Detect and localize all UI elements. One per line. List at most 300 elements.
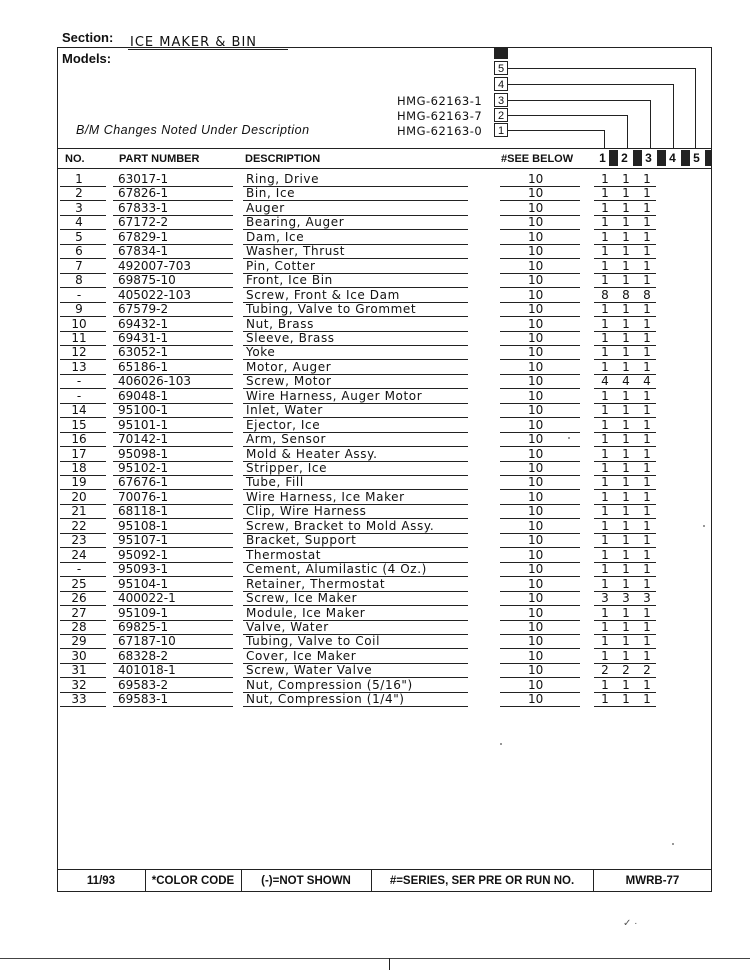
model-name-3: HMG-62163-0 [397, 124, 483, 138]
key-line-2 [508, 115, 627, 116]
part-number: 67187-10 [118, 634, 176, 649]
footer-color-code: *COLOR CODE [151, 875, 235, 887]
see-below: 10 [528, 403, 544, 418]
see-below: 10 [528, 359, 544, 374]
part-number: 95093-1 [118, 562, 169, 577]
row-no: - [76, 562, 82, 577]
description: Nut, Compression (5/16") [246, 677, 413, 692]
table-row [62, 432, 712, 446]
model-col-divider [633, 150, 642, 166]
table-row [62, 519, 712, 533]
qty-model-3: 1 [643, 547, 651, 562]
table-row [62, 678, 712, 692]
part-number: 95104-1 [118, 576, 169, 591]
row-no: 30 [71, 648, 87, 663]
qty-model-3: 1 [643, 605, 651, 620]
table-row [62, 230, 712, 244]
qty-model-1: 1 [601, 432, 609, 447]
row-no: 7 [75, 258, 83, 273]
footer-not-shown: (-)=NOT SHOWN [261, 875, 351, 887]
qty-model-3: 1 [643, 461, 651, 475]
scan-speck [500, 743, 502, 745]
part-number: 67834-1 [118, 244, 169, 259]
see-below: 10 [528, 374, 544, 389]
qty-model-1: 1 [601, 186, 609, 201]
see-below: 10 [528, 229, 544, 244]
row-no: - [76, 374, 82, 389]
model-col-4: 4 [669, 151, 676, 165]
description: Clip, Wire Harness [246, 504, 367, 519]
qty-model-3: 1 [643, 634, 651, 649]
row-no: 32 [71, 677, 87, 692]
qty-model-3: 8 [643, 287, 651, 302]
qty-model-1: 1 [601, 461, 609, 475]
table-row [62, 447, 712, 461]
row-no: 5 [75, 229, 83, 244]
qty-model-2: 1 [622, 648, 630, 663]
qty-model-1: 1 [601, 518, 609, 533]
qty-model-2: 1 [622, 504, 630, 519]
qty-model-1: 1 [601, 504, 609, 519]
qty-model-1: 4 [601, 374, 609, 389]
description: Bearing, Auger [246, 215, 345, 230]
qty-model-1: 1 [601, 692, 609, 707]
row-no: 22 [71, 518, 87, 533]
see-below: 10 [528, 244, 544, 259]
description: Screw, Bracket to Mold Assy. [246, 518, 435, 533]
see-below: 10 [528, 316, 544, 331]
row-no: 19 [71, 475, 87, 490]
table-row [62, 345, 712, 359]
description: Tubing, Valve to Coil [246, 634, 381, 649]
see-below: 10 [528, 591, 544, 606]
qty-model-2: 1 [622, 619, 630, 634]
see-below: 10 [528, 258, 544, 273]
row-no: 8 [75, 273, 83, 288]
see-below: 10 [528, 533, 544, 548]
table-row [62, 186, 712, 200]
description: Screw, Motor [246, 374, 332, 389]
row-no: 12 [71, 345, 87, 360]
row-no: 29 [71, 634, 87, 649]
key-line-4 [508, 84, 673, 85]
qty-model-2: 1 [622, 200, 630, 215]
qty-model-2: 1 [622, 518, 630, 533]
header-bottom-rule [57, 168, 712, 169]
part-number: 68118-1 [118, 504, 169, 519]
key-line-5 [508, 68, 695, 69]
table-row [62, 504, 712, 518]
model-col-3: 3 [645, 151, 652, 165]
table-row [62, 201, 712, 215]
footer-date: 11/93 [86, 875, 116, 887]
key-box-5: 5 [494, 61, 508, 75]
footer-doc-code: MWRB-77 [625, 875, 680, 887]
qty-model-1: 1 [601, 258, 609, 273]
qty-model-2: 1 [622, 605, 630, 620]
qty-model-1: 3 [601, 591, 609, 606]
see-below: 10 [528, 273, 544, 288]
description: Valve, Water [246, 619, 329, 634]
description: Cover, Ice Maker [246, 648, 357, 663]
row-no: 9 [75, 302, 83, 317]
header-top-rule [57, 148, 712, 149]
model-col-2: 2 [621, 151, 628, 165]
key-line-3 [508, 100, 650, 101]
see-below: 10 [528, 619, 544, 634]
row-no: 25 [71, 576, 87, 591]
see-below: 10 [528, 446, 544, 461]
part-number: 68328-2 [118, 648, 169, 663]
row-no: 28 [71, 619, 87, 634]
qty-model-3: 1 [643, 692, 651, 707]
part-number: 95108-1 [118, 518, 169, 533]
qty-model-2: 1 [622, 432, 630, 447]
qty-model-3: 1 [643, 172, 651, 186]
description: Wire Harness, Auger Motor [246, 388, 423, 403]
see-below: 10 [528, 330, 544, 345]
qty-model-1: 1 [601, 446, 609, 461]
qty-model-3: 1 [643, 417, 651, 432]
see-below: 10 [528, 677, 544, 692]
description: Cement, Alumilastic (4 Oz.) [246, 562, 427, 577]
table-row [62, 620, 712, 634]
qty-model-1: 1 [601, 215, 609, 230]
row-no: 15 [71, 417, 87, 432]
row-no: 20 [71, 489, 87, 504]
header-no: NO. [65, 153, 85, 165]
qty-model-3: 1 [643, 562, 651, 577]
see-below: 10 [528, 475, 544, 490]
model-col-divider [705, 150, 712, 166]
part-number: 67826-1 [118, 186, 169, 201]
qty-model-2: 1 [622, 417, 630, 432]
row-no: 21 [71, 504, 87, 519]
qty-model-1: 1 [601, 677, 609, 692]
qty-model-1: 1 [601, 605, 609, 620]
see-below: 10 [528, 388, 544, 403]
row-no: 23 [71, 533, 87, 548]
key-box-3: 3 [494, 93, 508, 107]
qty-model-2: 1 [622, 273, 630, 288]
row-no: 24 [71, 547, 87, 562]
part-number: 69432-1 [118, 316, 169, 331]
description: Retainer, Thermostat [246, 576, 386, 591]
row-no: 4 [75, 215, 83, 230]
row-no: 18 [71, 461, 87, 475]
part-number: 70142-1 [118, 432, 169, 447]
model-col-divider [657, 150, 666, 166]
see-below: 10 [528, 432, 544, 447]
table-row [62, 490, 712, 504]
key-box-1: 1 [494, 123, 508, 137]
table-row [62, 403, 712, 417]
qty-model-2: 1 [622, 489, 630, 504]
see-below: 10 [528, 186, 544, 201]
row-no: 13 [71, 359, 87, 374]
model-name-2: HMG-62163-7 [397, 109, 483, 123]
part-number: 95100-1 [118, 403, 169, 418]
qty-model-2: 1 [622, 446, 630, 461]
see-below: 10 [528, 215, 544, 230]
part-number: 401018-1 [118, 663, 176, 678]
description: Yoke [246, 345, 276, 360]
qty-model-1: 1 [601, 302, 609, 317]
see-below: 10 [528, 417, 544, 432]
part-number: 69875-10 [118, 273, 176, 288]
description: Tubing, Valve to Grommet [246, 302, 417, 317]
table-row [62, 548, 712, 562]
qty-model-1: 1 [601, 229, 609, 244]
qty-model-2: 2 [622, 663, 630, 678]
row-no: 26 [71, 591, 87, 606]
description: Screw, Ice Maker [246, 591, 358, 606]
part-number: 65186-1 [118, 359, 169, 374]
part-number: 405022-103 [118, 287, 192, 302]
row-underline [113, 706, 233, 707]
qty-model-3: 1 [643, 446, 651, 461]
qty-model-2: 1 [622, 461, 630, 475]
qty-model-1: 1 [601, 475, 609, 490]
qty-model-1: 1 [601, 330, 609, 345]
qty-model-2: 1 [622, 345, 630, 360]
model-col-1: 1 [599, 151, 606, 165]
qty-model-3: 1 [643, 345, 651, 360]
description: Tube, Fill [246, 475, 304, 490]
qty-model-1: 1 [601, 244, 609, 259]
see-below: 10 [528, 461, 544, 475]
part-number: 95102-1 [118, 461, 169, 475]
table-row [62, 331, 712, 345]
scan-speck [672, 843, 674, 845]
qty-model-1: 1 [601, 273, 609, 288]
model-col-5: 5 [693, 151, 700, 165]
qty-model-2: 1 [622, 692, 630, 707]
table-row [62, 374, 712, 388]
see-below: 10 [528, 302, 544, 317]
qty-model-3: 1 [643, 432, 651, 447]
qty-model-2: 1 [622, 475, 630, 490]
see-below: 10 [528, 345, 544, 360]
description: Motor, Auger [246, 359, 332, 374]
qty-model-1: 1 [601, 417, 609, 432]
key-drop-2 [627, 115, 628, 148]
header-part-number: PART NUMBER [119, 153, 200, 165]
qty-model-3: 1 [643, 330, 651, 345]
qty-model-1: 1 [601, 172, 609, 186]
see-below: 10 [528, 692, 544, 707]
table-row [62, 259, 712, 273]
part-number: 492007-703 [118, 258, 192, 273]
qty-model-1: 1 [601, 345, 609, 360]
part-number: 67829-1 [118, 229, 169, 244]
part-number: 95098-1 [118, 446, 169, 461]
key-line-1 [508, 130, 604, 131]
qty-model-3: 1 [643, 215, 651, 230]
row-underline [594, 706, 656, 707]
key-drop-1 [604, 130, 605, 148]
qty-model-3: 1 [643, 504, 651, 519]
models-label: Models: [62, 51, 112, 66]
qty-model-2: 1 [622, 677, 630, 692]
description: Auger [246, 200, 285, 215]
see-below: 10 [528, 200, 544, 215]
qty-model-1: 1 [601, 547, 609, 562]
qty-model-3: 1 [643, 619, 651, 634]
scan-speck [568, 437, 570, 439]
table-row [62, 577, 712, 591]
description: Screw, Water Valve [246, 663, 373, 678]
row-underline [500, 706, 580, 707]
table-row [62, 273, 712, 287]
description: Ring, Drive [246, 172, 320, 186]
description: Screw, Front & Ice Dam [246, 287, 400, 302]
qty-model-3: 1 [643, 475, 651, 490]
description: Bin, Ice [246, 186, 296, 201]
description: Front, Ice Bin [246, 273, 333, 288]
see-below: 10 [528, 489, 544, 504]
part-number: 69583-1 [118, 692, 169, 707]
qty-model-2: 8 [622, 287, 630, 302]
row-no: 27 [71, 605, 87, 620]
see-below: 10 [528, 648, 544, 663]
table-row [62, 317, 712, 331]
table-row [62, 244, 712, 258]
description: Module, Ice Maker [246, 605, 366, 620]
table-row [62, 475, 712, 489]
qty-model-2: 1 [622, 244, 630, 259]
qty-model-3: 1 [643, 489, 651, 504]
row-no: 17 [71, 446, 87, 461]
bm-changes-note: B/M Changes Noted Under Description [76, 123, 310, 137]
description: Wire Harness, Ice Maker [246, 489, 405, 504]
part-number: 95092-1 [118, 547, 169, 562]
part-number: 63052-1 [118, 345, 169, 360]
qty-model-3: 1 [643, 273, 651, 288]
part-number: 95101-1 [118, 417, 169, 432]
qty-model-1: 1 [601, 533, 609, 548]
part-number: 406026-103 [118, 374, 192, 389]
description: Nut, Compression (1/4") [246, 692, 405, 707]
part-number: 69048-1 [118, 388, 169, 403]
part-number: 69431-1 [118, 330, 169, 345]
description: Washer, Thrust [246, 244, 346, 259]
table-row [62, 302, 712, 316]
description: Mold & Heater Assy. [246, 446, 378, 461]
table-row [62, 692, 712, 706]
description: Pin, Cotter [246, 258, 316, 273]
description: Inlet, Water [246, 403, 323, 418]
part-number: 67172-2 [118, 215, 169, 230]
row-underline [60, 706, 106, 707]
qty-model-2: 1 [622, 547, 630, 562]
see-below: 10 [528, 576, 544, 591]
table-row [62, 360, 712, 374]
part-number: 95107-1 [118, 533, 169, 548]
qty-model-3: 1 [643, 316, 651, 331]
model-col-divider [681, 150, 690, 166]
qty-model-3: 1 [643, 518, 651, 533]
qty-model-2: 1 [622, 359, 630, 374]
qty-model-3: 1 [643, 244, 651, 259]
section-label: Section: [62, 30, 114, 45]
qty-model-2: 1 [622, 215, 630, 230]
description: Arm, Sensor [246, 432, 326, 447]
qty-model-1: 1 [601, 634, 609, 649]
see-below: 10 [528, 547, 544, 562]
qty-model-1: 1 [601, 576, 609, 591]
see-below: 10 [528, 663, 544, 678]
qty-model-2: 1 [622, 302, 630, 317]
row-no: 11 [71, 330, 87, 345]
qty-model-2: 1 [622, 229, 630, 244]
qty-model-3: 1 [643, 200, 651, 215]
table-row [62, 606, 712, 620]
qty-model-3: 1 [643, 302, 651, 317]
row-no: 33 [71, 692, 87, 707]
row-no: 14 [71, 403, 87, 418]
qty-model-3: 3 [643, 591, 651, 606]
qty-model-3: 1 [643, 533, 651, 548]
row-no: 10 [71, 316, 87, 331]
table-row [62, 634, 712, 648]
qty-model-2: 1 [622, 533, 630, 548]
row-no: 6 [75, 244, 83, 259]
part-number: 63017-1 [118, 172, 169, 186]
description: Dam, Ice [246, 229, 305, 244]
qty-model-3: 1 [643, 359, 651, 374]
row-no: 31 [71, 663, 87, 678]
row-no: - [76, 287, 82, 302]
qty-model-3: 2 [643, 663, 651, 678]
qty-model-2: 4 [622, 374, 630, 389]
table-row [62, 389, 712, 403]
qty-model-3: 1 [643, 576, 651, 591]
part-number: 95109-1 [118, 605, 169, 620]
page-bottom-rule [0, 958, 750, 959]
qty-model-1: 1 [601, 403, 609, 418]
table-row [62, 533, 712, 547]
table-row [62, 562, 712, 576]
row-no: 1 [75, 172, 83, 186]
part-number: 70076-1 [118, 489, 169, 504]
qty-model-2: 1 [622, 562, 630, 577]
qty-model-3: 1 [643, 677, 651, 692]
key-drop-4 [673, 84, 674, 148]
table-row [62, 215, 712, 229]
row-underline [243, 706, 468, 707]
row-no: - [76, 388, 82, 403]
description: Ejector, Ice [246, 417, 321, 432]
qty-model-3: 1 [643, 186, 651, 201]
qty-model-3: 1 [643, 648, 651, 663]
see-below: 10 [528, 518, 544, 533]
qty-model-1: 2 [601, 663, 609, 678]
qty-model-3: 1 [643, 229, 651, 244]
key-drop-5 [695, 68, 696, 148]
table-row [62, 418, 712, 432]
see-below: 10 [528, 562, 544, 577]
section-title: ICE MAKER & BIN [130, 35, 258, 50]
see-below: 10 [528, 605, 544, 620]
scan-mark: ✓ · [623, 918, 638, 929]
row-no: 2 [75, 186, 83, 201]
see-below: 10 [528, 287, 544, 302]
see-below: 10 [528, 504, 544, 519]
description: Thermostat [246, 547, 322, 562]
table-row [62, 288, 712, 302]
key-drop-3 [650, 100, 651, 148]
